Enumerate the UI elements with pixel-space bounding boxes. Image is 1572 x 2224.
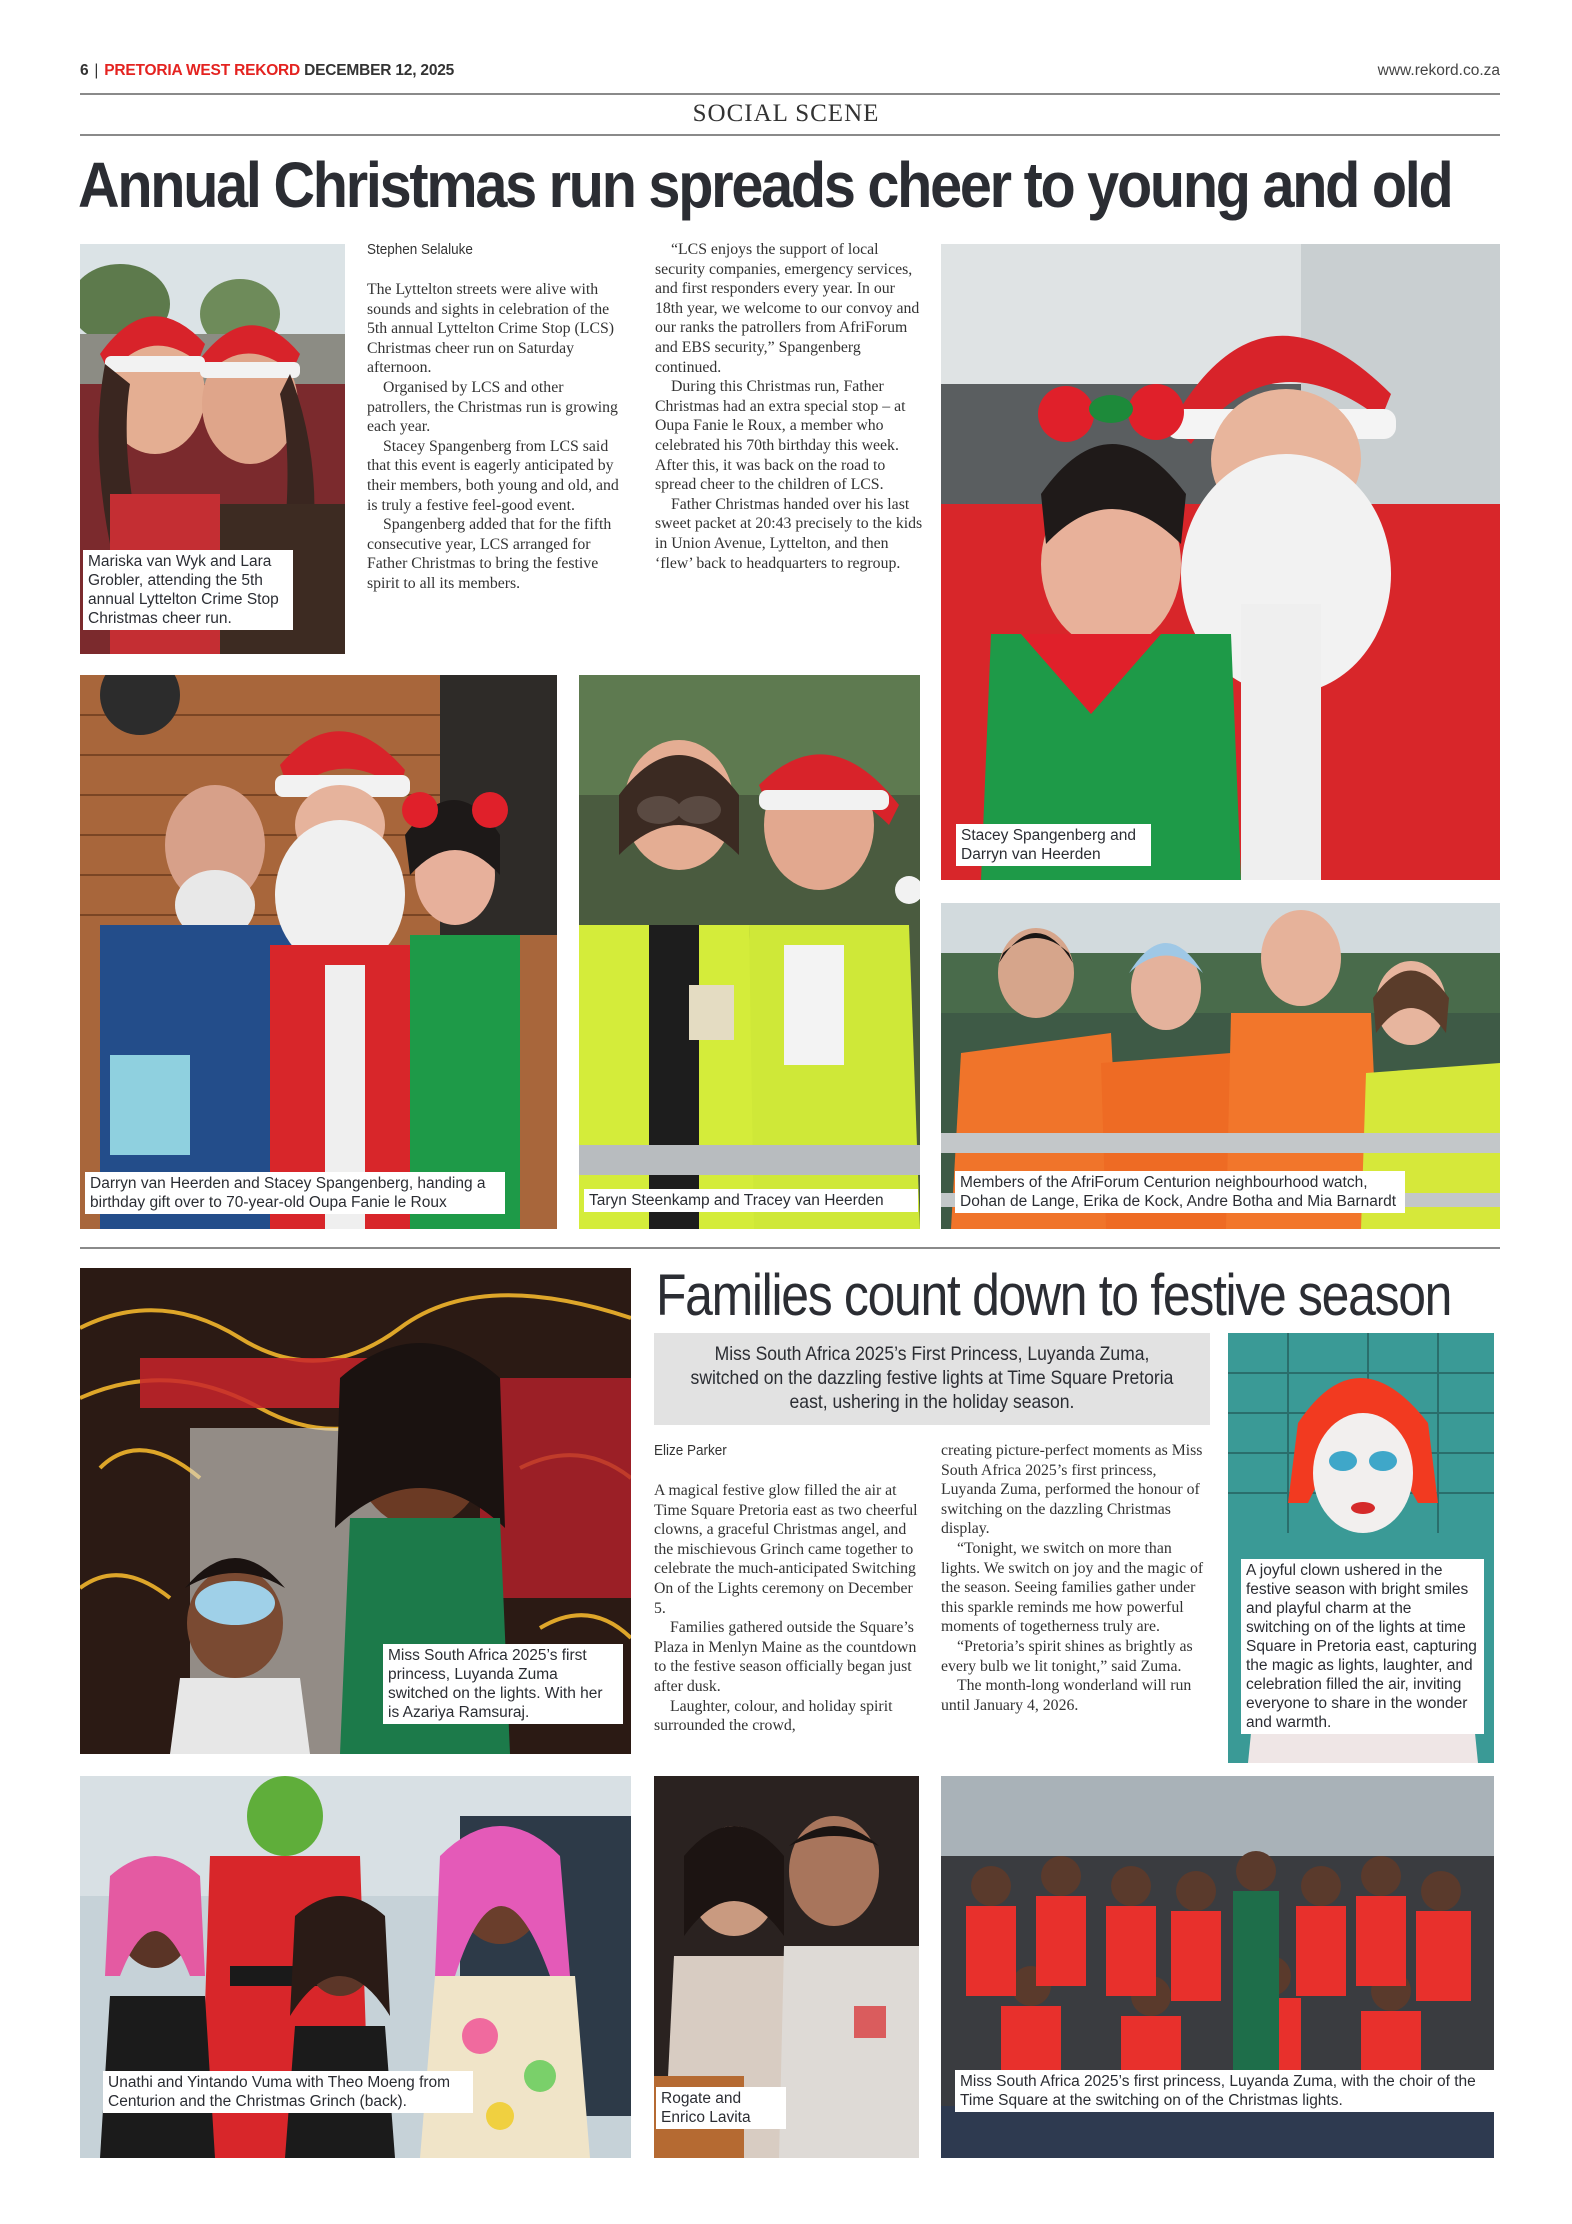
publication-name: PRETORIA WEST REKORD <box>104 62 301 79</box>
article-1-headline: Annual Christmas run spreads cheer to young and old <box>78 149 1452 221</box>
article-1-byline: Stephen Selaluke <box>367 241 473 258</box>
photo-caption: Unathi and Yintando Vuma with Theo Moeng from Centurion and the Christmas Grinch (back). <box>103 2071 473 2113</box>
photo-caption: Stacey Spangenberg and Darryn van Heerden <box>956 824 1151 866</box>
photo-caption: Miss South Africa 2025’s first princess, Luyanda Zuma, with the choir of the Time Square at the switching on of the Christmas lights. <box>955 2070 1494 2112</box>
photo-caption: A joyful clown ushered in the festive season with bright smiles and playful charm at the switching on of the lights at time Square in Pretoria east, capturing the magic as lights, laughter, and celebration filled the air, inviting everyone to share in the wonder and warmth. <box>1241 1559 1484 1734</box>
paragraph: The month-long wonderland will run until January 4, 2026. <box>941 1677 1192 1714</box>
photo-caption: Darryn van Heerden and Stacey Spangenberg, handing a birthday gift over to 70-year-old Oupa Fanie le Roux <box>85 1172 505 1214</box>
paragraph: “Tonight, we switch on more than lights. We switch on joy and the magic of the season. Seeing families gather under this sparkle reminds me how powerful moments of togetherness truly are. <box>941 1539 1204 1636</box>
photo-clown <box>1228 1333 1494 1763</box>
paragraph: Laughter, colour, and holiday spirit surrounded the crowd, <box>654 1697 893 1735</box>
paragraph: Spangenberg added that for the fifth consecutive year, LCS arranged for Father Christmas to bring the festive spirit to all its members. <box>367 516 612 592</box>
photo-oupa-fanie <box>80 675 557 1229</box>
article-1-column-1 <box>367 280 629 594</box>
photo-rogate-enrico <box>654 1776 919 2158</box>
paragraph: Father Christmas handed over his last sweet packet at 20:43 precisely to the kids in Union Avenue, Lyttelton, and then ‘flew’ back to headquarters to regroup. <box>655 495 923 572</box>
photo-caption: Members of the AfriForum Centurion neighbourhood watch, Dohan de Lange, Erika de Kock, Andre Botha and Mia Barnardt <box>955 1171 1405 1213</box>
page-number: 6 <box>80 62 89 79</box>
photo-grinch-group <box>80 1776 631 2158</box>
page-folio <box>80 62 454 80</box>
paragraph: Families gathered outside the Square’s Plaza in Menlyn Maine as the countdown to the festive season officially began just after dusk. <box>654 1619 917 1695</box>
article-2-column-2 <box>941 1441 1207 1715</box>
article-2-standfirst <box>654 1333 1210 1425</box>
paragraph: The Lyttelton streets were alive with sounds and sights in celebration of the 5th annual Lyttelton Crime Stop (LCS) Christmas cheer run on Saturday afternoon. <box>367 281 615 377</box>
photo-caption: Rogate and Enrico Lavita <box>656 2087 786 2129</box>
section-label: SOCIAL SCENE <box>692 100 880 127</box>
header-rule <box>80 93 1500 95</box>
issue-date: DECEMBER 12, 2025 <box>304 62 455 79</box>
article-2-column-1 <box>654 1481 924 1736</box>
photo-luyanda-azariya <box>80 1268 631 1754</box>
photo-mariska-lara <box>80 244 345 654</box>
photo-choir <box>941 1776 1494 2158</box>
photo-taryn-tracey <box>579 675 920 1229</box>
article-2-byline: Elize Parker <box>654 1442 727 1459</box>
folio-separator: | <box>94 62 99 79</box>
photo-afriforum <box>941 903 1500 1229</box>
photo-caption: Taryn Steenkamp and Tracey van Heerden <box>584 1189 918 1212</box>
paragraph: “Pretoria’s spirit shines as brightly as every bulb we lit tonight,” said Zuma. <box>941 1637 1193 1675</box>
photo-image <box>579 675 920 1229</box>
website-link[interactable]: www.rekord.co.za <box>1377 62 1500 79</box>
paragraph: During this Christmas run, Father Christmas had an extra special stop – at Oupa Fanie le Roux, a member who celebrated his 70th birthday this week. After this, it was back on the road to spread cheer to the children of LCS. <box>655 378 906 494</box>
paragraph: “LCS enjoys the support of local security companies, emergency services, and first responders every year. In our 18th year, we welcome to our convoy and our ranks the patrollers from AfriForum and EBS security,” Spangenberg continued. <box>655 241 920 376</box>
photo-stacey-darryn <box>941 244 1500 880</box>
photo-image <box>941 244 1500 880</box>
photo-caption: Mariska van Wyk and Lara Grobler, attending the 5th annual Lyttelton Crime Stop Christmas cheer run. <box>83 550 293 630</box>
paragraph: creating picture-perfect moments as Miss South Africa 2025’s first princess, Luyanda Zuma, performed the honour of switching on the dazzling Christmas display. <box>941 1442 1203 1538</box>
section-rule <box>80 134 1500 136</box>
article-2-headline: Families count down to festive season <box>656 1263 1452 1328</box>
photo-caption: Miss South Africa 2025’s first princess, Luyanda Zuma switched on the lights. With her is Azariya Ramsuraj. <box>383 1644 623 1724</box>
standfirst-text: Miss South Africa 2025’s First Princess, Luyanda Zuma, switched on the dazzling festive lights at Time Square Pretoria east, ushering in the holiday season. <box>690 1343 1174 1413</box>
paragraph: Stacey Spangenberg from LCS said that this event is eagerly anticipated by their members, both young and old, and is truly a festive feel-good event. <box>367 437 619 514</box>
photo-image <box>80 675 557 1229</box>
paragraph: A magical festive glow filled the air at Time Square Pretoria east as two cheerful clowns, a graceful Christmas angel, and the mischievous Grinch came together to celebrate the much-anticipated Switching On of the Lights ceremony on December 5. <box>654 1482 918 1617</box>
article-divider <box>80 1247 1500 1249</box>
paragraph: Organised by LCS and other patrollers, the Christmas run is growing each year. <box>367 378 618 436</box>
article-1-column-2 <box>655 240 925 573</box>
